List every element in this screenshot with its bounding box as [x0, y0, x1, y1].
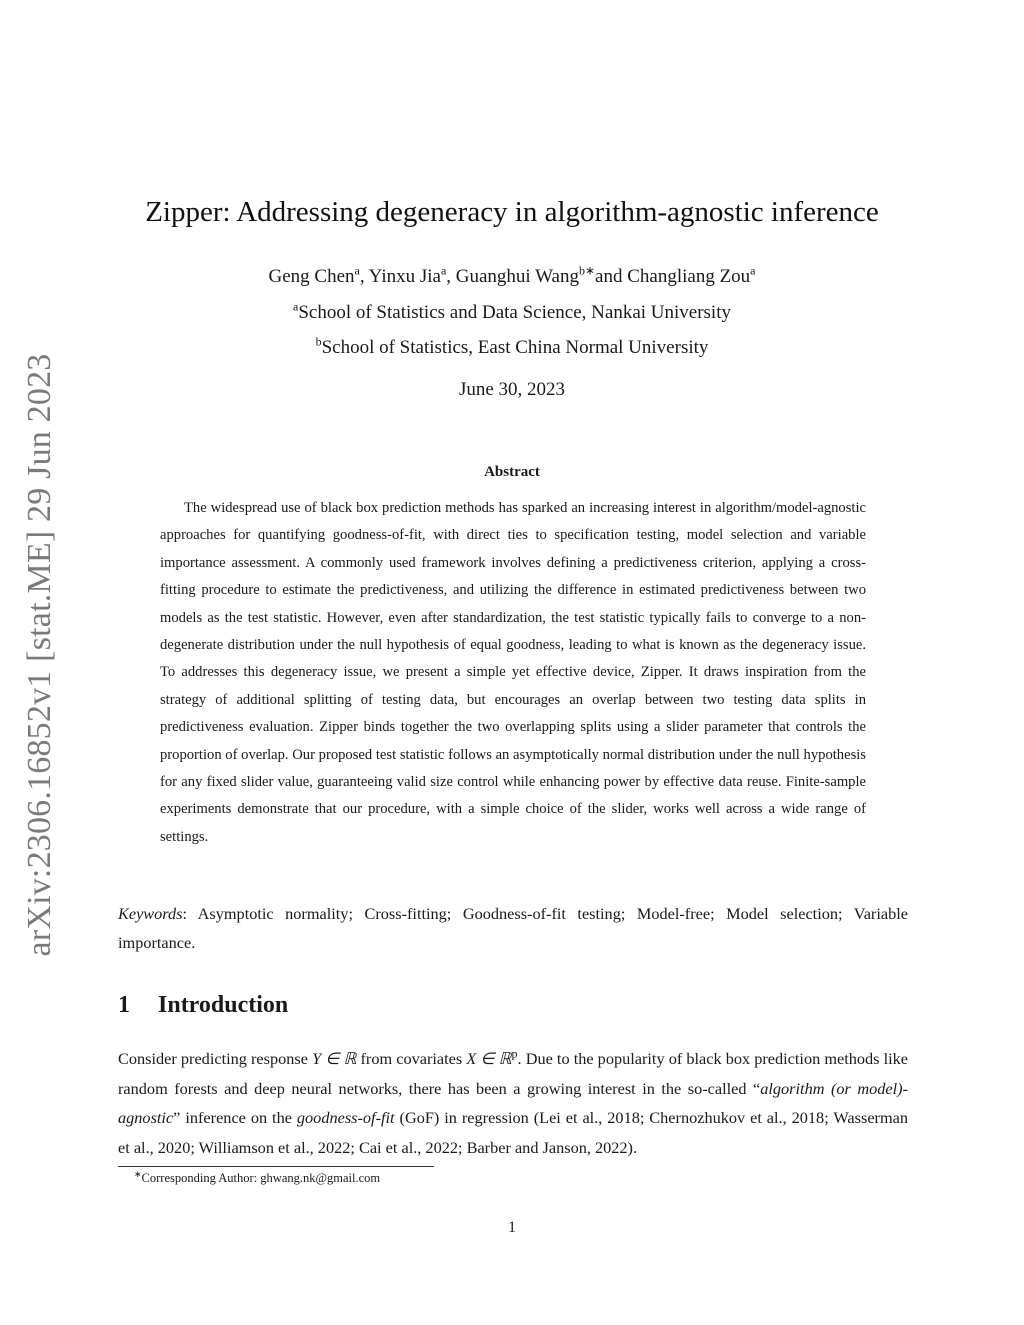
- separator: and: [595, 266, 628, 287]
- keywords-label: Keywords: [118, 904, 183, 923]
- affiliation: [0, 334, 1024, 359]
- footnote-divider: [118, 1166, 434, 1167]
- intro-paragraph: [118, 1044, 908, 1162]
- affiliation-text: School of Statistics, East China Normal University: [321, 337, 709, 358]
- emphasis: algorithm (or model)-agnostic: [118, 1078, 908, 1127]
- keywords: [118, 899, 908, 957]
- intro-text: ” inference on the: [173, 1108, 297, 1127]
- intro-text: (GoF) in regression (Lei et al., 2018; Chernozhukov et al., 2018; Wasserman et al., 2020; Williamson et al., 2022; Cai et al., 2022; Barber and Janson, 2022).: [118, 1108, 909, 1157]
- separator: ,: [359, 266, 369, 287]
- footnote-mark: ∗: [134, 1168, 142, 1179]
- publication-date: June 30, 2023: [458, 379, 566, 400]
- emphasis: goodness-of-fit: [296, 1108, 395, 1127]
- author-name: Geng Chen: [268, 266, 355, 287]
- arxiv-identifier: arXiv:2306.16852v1 [stat.ME] 29 Jun 2023: [21, 353, 58, 957]
- intro-text: . Due to the popularity of black box prediction methods like random forests and deep neural networks, there has been a growing interest in the so-called “: [118, 1049, 908, 1098]
- intro-text: from covariates: [356, 1049, 467, 1068]
- abstract-heading: Abstract: [484, 464, 540, 480]
- author-name: Guanghui Wang: [455, 266, 579, 287]
- author-list: [0, 263, 1024, 288]
- section-heading: [118, 992, 288, 1019]
- keywords-text: : Asymptotic normality; Cross-fitting; Goodness-of-fit testing; Model-free; Model selection; Variable importance.: [118, 904, 908, 952]
- footnote-text: Corresponding Author: ghwang.nk@gmail.com: [141, 1171, 381, 1185]
- author-name: Changliang Zou: [627, 266, 751, 287]
- section-number: 1: [118, 992, 130, 1018]
- author-name: Yinxu Jia: [368, 266, 441, 287]
- affiliation-mark: a: [440, 263, 447, 278]
- footnote: [134, 1168, 381, 1186]
- abstract-text: The widespread use of black box prediction methods has sparked an increasing interest in algorithm/model-agnostic approaches for quantifying goodness-of-fit, with direct ties to specification testing, model selection and variable importance assessment. A commonly used framework involves defining a predictiveness criterion, applying a cross-fitting procedure to estimate the predictiveness, and utilizing the difference in estimated predictiveness between two models as the test statistic. However, even after standardization, the test statistic typically fails to converge to a non-degenerate distribution under the null hypothesis of equal goodness, leading to what is known as the degeneracy issue. To addresses this degeneracy issue, we present a simple yet effective device, Zipper. It draws inspiration from the strategy of additional splitting of testing data, but encourages an overlap between two testing data splits in predictiveness evaluation. Zipper binds together the two overlapping splits using a slider parameter that controls the proportion of overlap. Our proposed test statistic follows an asymptotically normal distribution under the null hypothesis for any fixed slider value, guaranteeing valid size control while enhancing power by effective data reuse. Finite-sample experiments demonstrate that our procedure, with a simple choice of the slider, works well across a wide range of settings.: [160, 500, 866, 845]
- affiliation-mark: b∗: [578, 263, 596, 278]
- affiliation-mark: a: [750, 263, 756, 278]
- affiliation: [0, 299, 1024, 324]
- math-expression: X ∈ ℝ: [466, 1049, 512, 1068]
- math-expression: Y ∈ ℝ: [312, 1049, 357, 1068]
- separator: ,: [446, 266, 456, 287]
- affiliation-mark: b: [315, 334, 322, 349]
- paper-title: Zipper: Addressing degeneracy in algorithm-agnostic inference: [145, 196, 879, 228]
- page-number: 1: [508, 1219, 516, 1236]
- affiliation-text: School of Statistics and Data Science, Nankai University: [298, 302, 731, 323]
- affiliation-mark: a: [292, 299, 299, 314]
- math-superscript: p: [511, 1046, 518, 1061]
- section-title: Introduction: [158, 992, 289, 1018]
- intro-text: Consider predicting response: [118, 1049, 313, 1068]
- affiliation-mark: a: [354, 263, 360, 278]
